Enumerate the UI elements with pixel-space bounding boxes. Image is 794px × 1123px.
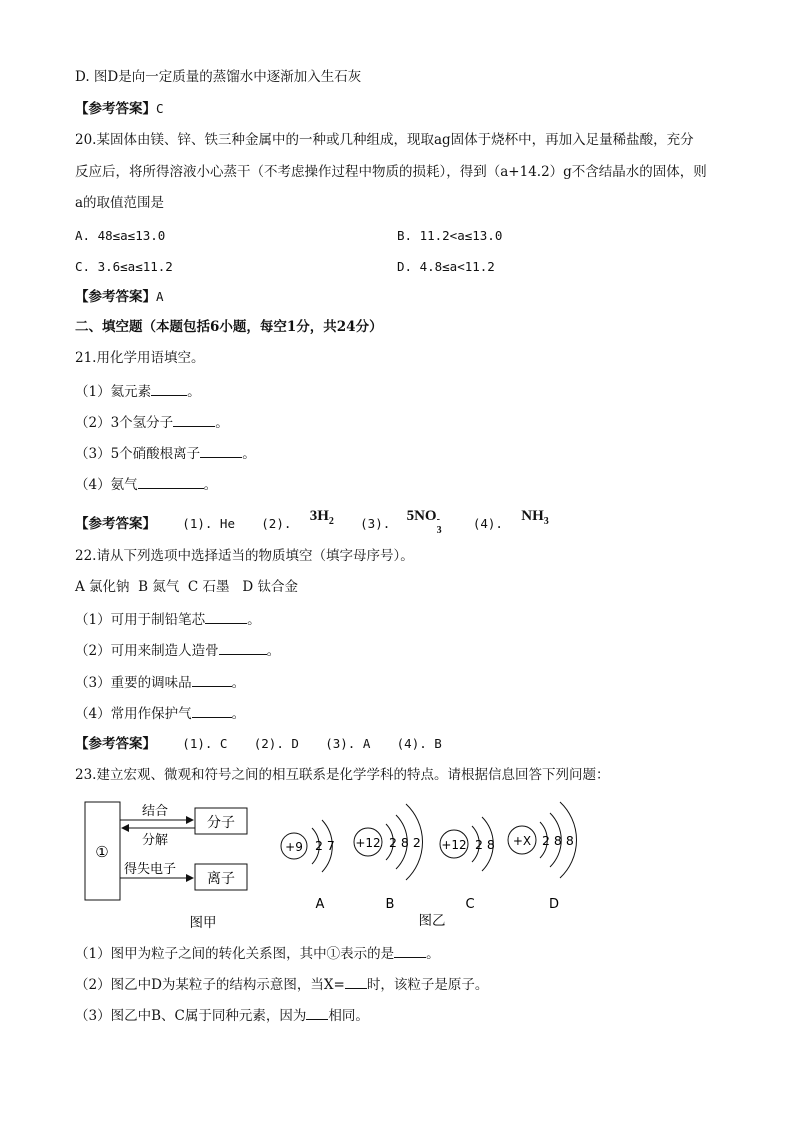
item-end: 。: [242, 446, 256, 462]
answer-blank: [151, 381, 187, 396]
item-end: 。: [266, 643, 281, 659]
item-end: 。: [231, 706, 246, 722]
q19-answer: [75, 100, 164, 118]
figure-yi: [272, 790, 602, 930]
q20-option-c: C. 3.6≤a≤11.2: [75, 259, 173, 274]
answer-value: C: [156, 101, 164, 116]
atom-c: [440, 817, 495, 912]
item-end: 相同。: [328, 1008, 369, 1024]
q21-item-3: [75, 443, 256, 463]
atom-a: [281, 820, 335, 912]
q20-option-d: D. 4.8≤a<11.2: [397, 259, 495, 274]
q21-item-2: [75, 412, 229, 432]
q22-item-2: [75, 640, 280, 660]
q21-item-4: [75, 474, 217, 494]
atom-b: [354, 804, 423, 912]
item-end: 。: [203, 477, 218, 493]
q22-item-4: [75, 703, 245, 723]
decompose-arrowhead: [121, 824, 129, 832]
q21-answer: [75, 508, 549, 539]
nucleus-charge: +12: [355, 836, 381, 850]
answer-label: 【参考答案】: [75, 736, 156, 752]
answer-1: (1). He: [182, 516, 235, 531]
answer-3-formula: 5NO - 3: [406, 508, 442, 536]
decompose-label: 分解: [142, 833, 169, 848]
atom-label: A: [315, 897, 325, 912]
item-text: （2）图乙中D为某粒子的结构示意图，当X=: [75, 977, 345, 993]
q23-item-1: [75, 943, 440, 963]
item-text: （2）3个氢分子: [75, 415, 174, 431]
gain-lose-label: 得失电子: [124, 862, 177, 877]
particle-box-label: ①: [95, 843, 109, 861]
answer-blank: [394, 943, 426, 958]
figure-yi-caption: 图乙: [418, 913, 446, 929]
answer-2-label: (2).: [261, 516, 292, 531]
combine-label: 结合: [142, 804, 169, 819]
q20-stem-2: 反应后，将所得溶液小心蒸干（不考虑操作过程中物质的损耗），得到（a+14.2）g不含结晶水的固体，则: [75, 164, 707, 180]
answer-4-label: (4).: [472, 516, 503, 531]
atom-label: B: [385, 897, 395, 912]
q22-choices: A 氯化钠 B 氮气 C 石墨 D 钛合金: [75, 579, 299, 595]
answer-3-label: (3).: [360, 516, 391, 531]
item-text: （3）图乙中B、C属于同种元素，因为: [75, 1008, 307, 1024]
q21-item-1: [75, 381, 201, 401]
answer-blank: [200, 443, 242, 458]
section-title: 二、填空题（本题包括6小题，每空1分，共24分）: [75, 319, 383, 335]
item-text: （3）重要的调味品: [75, 675, 192, 691]
answer-1: (1). C: [182, 736, 228, 751]
nucleus-charge: +9: [285, 840, 303, 854]
answer-2: (2). D: [253, 736, 299, 751]
gain-lose-arrowhead: [186, 874, 194, 882]
answer-3: (3). A: [325, 736, 371, 751]
item-end: 。: [215, 415, 229, 431]
item-end: 。: [247, 612, 261, 628]
q23-stem: 23.建立宏观、微观和符号之间的相互联系是化学学科的特点。请根据信息回答下列问题：: [75, 767, 610, 783]
item-end: 时，该粒子是原子。: [366, 977, 489, 993]
q20-stem-3: a的取值范围是: [75, 195, 165, 211]
answer-blank: [192, 672, 232, 687]
q20-answer: [75, 288, 164, 306]
item-text: （1）氦元素: [75, 384, 152, 400]
q22-stem: 22.请从下列选项中选择适当的物质填空（填字母序号）。: [75, 548, 414, 564]
answer-blank: [205, 609, 247, 624]
answer-4: (4). B: [396, 736, 442, 751]
electron-config: 2 8 2: [389, 835, 421, 850]
q20-option-a: A. 48≤a≤13.0: [75, 228, 166, 243]
q22-item-1: [75, 609, 261, 629]
atom-label: D: [548, 897, 560, 912]
q23-item-3: [75, 1005, 369, 1025]
electron-config: 2 8 8: [542, 833, 574, 848]
item-text: （1）可用于制铅笔芯: [75, 612, 206, 628]
answer-label: 【参考答案】: [75, 101, 156, 117]
item-text: （1）图甲为粒子之间的转化关系图，其中①表示的是: [75, 946, 395, 962]
answer-blank: [138, 474, 204, 489]
answer-2-formula: $3H_2$: [309, 508, 334, 527]
item-end: 。: [426, 946, 440, 962]
answer-blank: [192, 703, 232, 718]
q22-answer: [75, 735, 442, 753]
molecule-label: 分子: [207, 815, 235, 831]
item-text: （2）可用来制造人造骨: [75, 643, 219, 659]
q20-option-b: B. 11.2<a≤13.0: [397, 228, 503, 243]
item-text: （4）氨气: [75, 477, 138, 493]
item-text: （4）常用作保护气: [75, 706, 192, 722]
q22-item-3: [75, 672, 245, 692]
ion-label: 离子: [207, 871, 235, 887]
atom-d: [508, 802, 577, 912]
item-end: 。: [231, 675, 246, 691]
answer-blank: [219, 640, 267, 655]
answer-value: A: [156, 289, 164, 304]
atom-label: C: [465, 897, 475, 912]
combine-arrowhead: [186, 816, 194, 824]
q23-item-2: [75, 974, 488, 994]
answer-4-formula: $NH_3$: [521, 508, 549, 527]
electron-config: 2 8: [475, 837, 495, 852]
answer-blank: [173, 412, 215, 427]
answer-blank: [306, 1005, 328, 1020]
item-end: 。: [187, 384, 201, 400]
q21-stem: 21.用化学用语填空。: [75, 350, 205, 366]
electron-config: 2 7: [315, 838, 335, 853]
figure-jia-caption: 图甲: [189, 915, 217, 931]
answer-blank: [345, 974, 367, 989]
q19-option-d: D. 图D是向一定质量的蒸馏水中逐渐加入生石灰: [75, 69, 362, 85]
figure-jia: [80, 796, 260, 936]
answer-label: 【参考答案】: [75, 289, 156, 305]
nucleus-charge: +X: [512, 834, 532, 848]
item-text: （3）5个硝酸根离子: [75, 446, 201, 462]
q20-stem-1: 20.某固体由镁、锌、铁三种金属中的一种或几种组成，现取ag固体于烧杯中，再加入足量稀盐酸，充分: [75, 132, 694, 148]
answer-label: 【参考答案】: [75, 516, 156, 532]
nucleus-charge: +12: [441, 838, 467, 852]
